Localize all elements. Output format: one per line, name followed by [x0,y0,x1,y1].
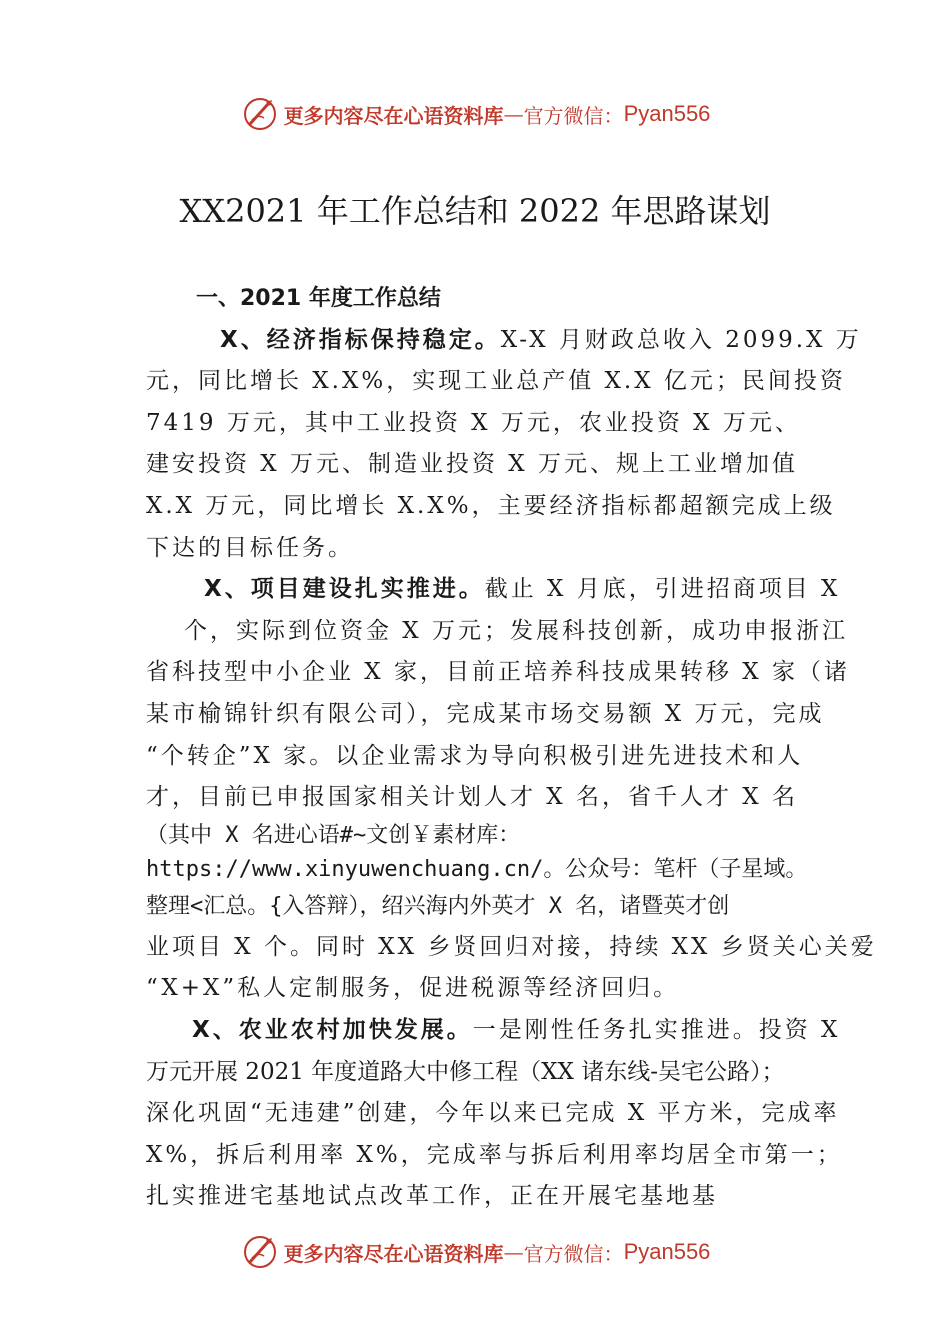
pen-logo-icon [240,1232,280,1272]
paragraph-line: 个，实际到位资金 X 万元；发展科技创新，成功申报浙江 [184,617,848,644]
paragraph-line: 建安投资 X 万元、制造业投资 X 万元、规上工业增加值 [146,451,798,478]
paragraph-line: https://www.xinyuwenchuang.cn/。公众号：笔杆（子星域。 [146,856,808,882]
paragraph-line: 整理<汇总。{入答辩），绍兴海内外英才 X 名，诸暨英才创 [146,893,730,919]
paragraph-line: 7419 万元，其中工业投资 X 万元，农业投资 X 万元、 [146,409,801,436]
paragraph-line: （其中 X 名进心语#~文创￥素材库： [146,822,521,848]
paragraph-line: X.X 万元，同比增长 X.X%，主要经济指标都超额完成上级 [146,492,836,519]
document-title: XX2021 年工作总结和 2022 年思路谋划 [179,192,771,230]
paragraph-line: X%，拆后利用率 X%，完成率与拆后利用率均居全市第一； [146,1141,843,1168]
paragraph-line: 扎实推进宅基地试点改革工作，正在开展宅基地基 [146,1183,718,1210]
paragraph-line: 元，同比增长 X.X%，实现工业总产值 X.X 亿元；民间投资 [146,368,846,395]
banner-text: 更多内容尽在心语资料库 [283,1241,504,1266]
paragraph-line: 省科技型中小企业 X 家，目前正培养科技成果转移 X 家（诸 [146,659,850,686]
paragraph-line [146,320,862,362]
paragraph-line [146,569,841,611]
section-1-heading: 一、2021 年度工作总结 [196,286,441,311]
document-body [146,278,877,1218]
banner-wechat-label: 官方微信： [523,1241,624,1266]
paragraph-line: 业项目 X 个。同时 XX 乡贤回归对接，持续 XX 乡贤关心关爱 [146,933,877,960]
p1-heading: X、经济指标保持稳定。 [220,326,501,353]
banner-wechat-label: 官方微信： [523,103,624,128]
banner-separator: — [503,102,524,126]
paragraph-line: 深化巩固“无违建”创建，今年以来已完成 X 平方米，完成率 [146,1100,840,1127]
banner-separator: — [503,1240,524,1264]
pen-logo-icon [240,94,280,134]
header-watermark-banner [0,92,950,136]
p3-heading: X、农业农村加快发展。 [192,1016,473,1043]
paragraph-line: 下达的目标任务。 [146,534,354,561]
paragraph-line [146,1010,841,1052]
paragraph-line: 某市榆锦针织有限公司），完成某市场交易额 X 万元，完成 [146,700,825,727]
p3-line-0: 一是刚性任务扎实推进。投资 X [472,1016,841,1043]
p1-line-0: X-X 月财政总收入 2099.X 万 [500,326,862,353]
p2-line-0: 截止 X 月底，引进招商项目 X [484,576,841,603]
section-heading [146,278,826,320]
paragraph-line: “X+X”私人定制服务，促进税源等经济回归。 [146,975,680,1002]
banner-text: 更多内容尽在心语资料库 [283,103,504,128]
banner-wechat-id: Pyan556 [623,1239,711,1264]
p2-heading: X、项目建设扎实推进。 [204,576,485,603]
footer-watermark-banner [0,1230,950,1274]
paragraph-line: “个转企”X 家。以企业需求为导向积极引进先进技术和人 [146,742,804,769]
paragraph-line: 万元开展 2021 年度道路大中修工程（XX 诸东线-吴宅公路）； [146,1058,785,1085]
paragraph-line: 才，目前已申报国家相关计划人才 X 名，省千人才 X 名 [146,784,798,811]
banner-wechat-id: Pyan556 [623,101,711,126]
